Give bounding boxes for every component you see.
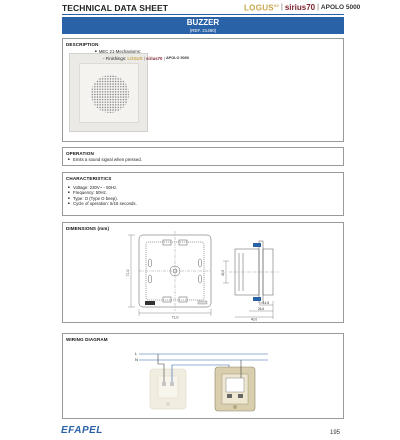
wiring-drawing (63, 334, 343, 418)
characteristics-section (62, 172, 344, 216)
characteristic-item: ■ Frequency: 50Hz. (68, 190, 137, 195)
mechanism-line: ■ MEC 21-Mechanisms: (95, 48, 189, 55)
height-dimension-label: 71,0 (126, 269, 130, 277)
depth-a-label: 14,8 (262, 301, 270, 305)
finish-logus: LOGUS (127, 56, 143, 61)
neutral-label: N (135, 357, 138, 362)
characteristic-item: ■ Type: O (Type O beep). (68, 196, 137, 201)
speaker-grille-icon (91, 75, 129, 113)
page-header (0, 0, 400, 16)
front-view (139, 231, 211, 311)
depth-b-label: 26,6 (257, 307, 265, 311)
finish-sirius: sirius70 (146, 56, 163, 61)
brand-separator: | (317, 4, 319, 11)
page-number: 195 (330, 430, 341, 436)
operation-section (62, 147, 344, 166)
line-label: L (135, 351, 138, 356)
brand-separator: | (281, 4, 283, 11)
product-name: BUZZER (186, 18, 220, 27)
operation-list (68, 157, 142, 162)
finish-apolo: APOLO 5000 (165, 56, 189, 60)
front-label-tag (145, 301, 155, 305)
side-mounting-tab (253, 243, 261, 247)
brand-strip (244, 2, 360, 13)
finishings-line: - Finishings: LOGUS | sirius70 | APOLO 5000 (103, 56, 189, 61)
width-dimension-label: 71,0 (171, 315, 179, 320)
inner-dimension-label: 45,0 (221, 269, 225, 277)
front-label-tag (198, 301, 207, 304)
characteristics-heading: CHARACTERISTICS (66, 176, 112, 181)
operation-item: ■ Emits a sound signal when pressed. (68, 157, 142, 162)
characteristic-item: ■ Voltage: 230V~ - 50Hz. (68, 185, 137, 190)
description-text (95, 48, 189, 62)
side-mounting-tab (253, 297, 261, 301)
buzzer-product-image (69, 53, 148, 132)
characteristics-list (68, 185, 137, 207)
buzzer-plate (79, 63, 139, 123)
brand-sirius: sirius70 (284, 3, 316, 12)
header-rule (62, 14, 344, 15)
buzzer-device (215, 367, 255, 411)
dimensions-heading: DIMENSIONS (mm) (66, 226, 110, 231)
characteristic-item: ■ Cycle of operation: 5/15 seconds. (68, 201, 137, 206)
efapel-logo: EFAPEL (61, 425, 103, 436)
side-view (229, 241, 279, 303)
dimensions-section (62, 222, 344, 323)
operation-heading: OPERATION (66, 151, 94, 156)
product-title-bar (62, 17, 344, 34)
pushbutton-device (150, 369, 186, 409)
wiring-section (62, 333, 344, 419)
brand-logus: LOGUS$^{90}$ (244, 2, 280, 13)
brand-apolo: APOLO 5000 (320, 4, 361, 11)
sheet-title: TECHNICAL DATA SHEET (62, 3, 169, 13)
product-ref: (REF. 21490) (189, 28, 217, 33)
dimensions-drawing (63, 223, 343, 322)
depth-c-label: 40,0 (250, 317, 258, 322)
side-dimension-lines (223, 261, 273, 319)
description-heading: DESCRIPTION (66, 42, 99, 47)
wiring-heading: WIRING DIAGRAM (66, 337, 108, 342)
